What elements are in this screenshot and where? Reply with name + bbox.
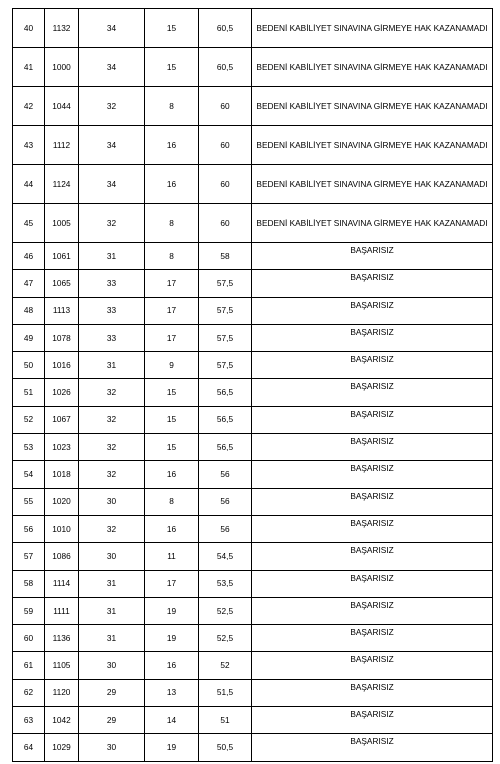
cell-result: BAŞARISIZ	[252, 434, 493, 461]
cell-value-2: 17	[145, 570, 199, 597]
cell-score: 51	[199, 707, 252, 734]
cell-rank: 50	[13, 352, 45, 379]
table-row	[13, 625, 493, 652]
cell-rank: 62	[13, 679, 45, 706]
cell-value-1: 31	[79, 597, 145, 624]
cell-value-1: 31	[79, 352, 145, 379]
cell-value-1: 30	[79, 734, 145, 761]
cell-result: BAŞARISIZ	[252, 270, 493, 297]
cell-value-2: 15	[145, 434, 199, 461]
table-row	[13, 707, 493, 734]
cell-result: BAŞARISIZ	[252, 679, 493, 706]
cell-rank: 40	[13, 9, 45, 48]
cell-score: 60,5	[199, 48, 252, 87]
table-row	[13, 324, 493, 351]
results-table-container	[12, 8, 493, 762]
cell-value-1: 33	[79, 270, 145, 297]
cell-value-1: 32	[79, 379, 145, 406]
cell-rank: 54	[13, 461, 45, 488]
cell-value-2: 19	[145, 734, 199, 761]
cell-value-2: 8	[145, 243, 199, 270]
cell-value-2: 13	[145, 679, 199, 706]
cell-value-2: 15	[145, 379, 199, 406]
cell-result: BAŞARISIZ	[252, 570, 493, 597]
table-row	[13, 48, 493, 87]
cell-score: 52,5	[199, 597, 252, 624]
cell-rank: 42	[13, 87, 45, 126]
cell-score: 53,5	[199, 570, 252, 597]
cell-candidate-id: 1067	[45, 406, 79, 433]
cell-value-1: 32	[79, 434, 145, 461]
cell-result: BAŞARISIZ	[252, 406, 493, 433]
cell-rank: 55	[13, 488, 45, 515]
cell-score: 57,5	[199, 324, 252, 351]
cell-value-2: 8	[145, 488, 199, 515]
cell-value-1: 30	[79, 488, 145, 515]
cell-score: 52,5	[199, 625, 252, 652]
cell-rank: 45	[13, 204, 45, 243]
cell-score: 56	[199, 515, 252, 542]
cell-rank: 58	[13, 570, 45, 597]
cell-candidate-id: 1005	[45, 204, 79, 243]
cell-rank: 59	[13, 597, 45, 624]
cell-rank: 52	[13, 406, 45, 433]
table-row	[13, 165, 493, 204]
cell-result: BAŞARISIZ	[252, 543, 493, 570]
cell-candidate-id: 1136	[45, 625, 79, 652]
cell-value-1: 31	[79, 243, 145, 270]
cell-result: BAŞARISIZ	[252, 488, 493, 515]
results-table	[12, 8, 493, 762]
cell-score: 56,5	[199, 434, 252, 461]
cell-value-1: 34	[79, 126, 145, 165]
cell-candidate-id: 1112	[45, 126, 79, 165]
cell-value-2: 15	[145, 406, 199, 433]
cell-score: 56,5	[199, 406, 252, 433]
cell-value-1: 29	[79, 707, 145, 734]
cell-value-1: 33	[79, 297, 145, 324]
cell-candidate-id: 1065	[45, 270, 79, 297]
table-row	[13, 87, 493, 126]
cell-score: 60	[199, 165, 252, 204]
cell-result: BEDENİ KABİLİYET SINAVINA GİRMEYE HAK KAZANAMADI	[252, 165, 493, 204]
cell-value-1: 31	[79, 570, 145, 597]
cell-candidate-id: 1023	[45, 434, 79, 461]
cell-candidate-id: 1042	[45, 707, 79, 734]
cell-result: BEDENİ KABİLİYET SINAVINA GİRMEYE HAK KAZANAMADI	[252, 9, 493, 48]
table-row	[13, 597, 493, 624]
cell-candidate-id: 1010	[45, 515, 79, 542]
cell-score: 56,5	[199, 379, 252, 406]
cell-value-1: 32	[79, 461, 145, 488]
cell-rank: 47	[13, 270, 45, 297]
cell-value-2: 16	[145, 652, 199, 679]
cell-result: BAŞARISIZ	[252, 379, 493, 406]
cell-rank: 41	[13, 48, 45, 87]
cell-rank: 64	[13, 734, 45, 761]
cell-candidate-id: 1132	[45, 9, 79, 48]
cell-score: 60	[199, 126, 252, 165]
cell-value-1: 34	[79, 165, 145, 204]
cell-value-2: 8	[145, 87, 199, 126]
cell-result: BAŞARISIZ	[252, 625, 493, 652]
cell-candidate-id: 1113	[45, 297, 79, 324]
table-row	[13, 243, 493, 270]
cell-rank: 46	[13, 243, 45, 270]
cell-value-1: 32	[79, 515, 145, 542]
cell-rank: 63	[13, 707, 45, 734]
cell-candidate-id: 1044	[45, 87, 79, 126]
cell-result: BEDENİ KABİLİYET SINAVINA GİRMEYE HAK KAZANAMADI	[252, 87, 493, 126]
cell-candidate-id: 1078	[45, 324, 79, 351]
cell-value-2: 19	[145, 625, 199, 652]
cell-score: 50,5	[199, 734, 252, 761]
cell-result: BAŞARISIZ	[252, 297, 493, 324]
cell-result: BAŞARISIZ	[252, 461, 493, 488]
cell-value-1: 29	[79, 679, 145, 706]
cell-score: 51,5	[199, 679, 252, 706]
table-row	[13, 434, 493, 461]
cell-result: BAŞARISIZ	[252, 597, 493, 624]
cell-value-2: 15	[145, 9, 199, 48]
cell-value-2: 17	[145, 270, 199, 297]
cell-score: 57,5	[199, 297, 252, 324]
cell-score: 54,5	[199, 543, 252, 570]
cell-rank: 53	[13, 434, 45, 461]
table-row	[13, 406, 493, 433]
table-row	[13, 679, 493, 706]
cell-candidate-id: 1026	[45, 379, 79, 406]
cell-rank: 43	[13, 126, 45, 165]
cell-candidate-id: 1111	[45, 597, 79, 624]
table-row	[13, 652, 493, 679]
cell-score: 52	[199, 652, 252, 679]
cell-result: BAŞARISIZ	[252, 324, 493, 351]
cell-value-2: 17	[145, 324, 199, 351]
cell-value-1: 31	[79, 625, 145, 652]
cell-result: BEDENİ KABİLİYET SINAVINA GİRMEYE HAK KAZANAMADI	[252, 48, 493, 87]
cell-score: 60	[199, 204, 252, 243]
cell-value-2: 11	[145, 543, 199, 570]
table-row	[13, 352, 493, 379]
cell-rank: 49	[13, 324, 45, 351]
cell-rank: 56	[13, 515, 45, 542]
cell-candidate-id: 1120	[45, 679, 79, 706]
cell-candidate-id: 1020	[45, 488, 79, 515]
table-row	[13, 379, 493, 406]
cell-value-1: 34	[79, 9, 145, 48]
cell-rank: 61	[13, 652, 45, 679]
cell-score: 60	[199, 87, 252, 126]
cell-result: BEDENİ KABİLİYET SINAVINA GİRMEYE HAK KAZANAMADI	[252, 126, 493, 165]
cell-result: BAŞARISIZ	[252, 707, 493, 734]
cell-value-2: 16	[145, 126, 199, 165]
table-row	[13, 126, 493, 165]
cell-candidate-id: 1086	[45, 543, 79, 570]
cell-rank: 44	[13, 165, 45, 204]
table-row	[13, 543, 493, 570]
cell-rank: 48	[13, 297, 45, 324]
cell-value-2: 9	[145, 352, 199, 379]
cell-value-1: 32	[79, 406, 145, 433]
cell-result: BAŞARISIZ	[252, 515, 493, 542]
cell-candidate-id: 1061	[45, 243, 79, 270]
cell-value-2: 16	[145, 515, 199, 542]
cell-candidate-id: 1016	[45, 352, 79, 379]
cell-score: 58	[199, 243, 252, 270]
cell-rank: 51	[13, 379, 45, 406]
cell-rank: 60	[13, 625, 45, 652]
cell-candidate-id: 1114	[45, 570, 79, 597]
cell-candidate-id: 1018	[45, 461, 79, 488]
cell-value-2: 8	[145, 204, 199, 243]
cell-result: BAŞARISIZ	[252, 243, 493, 270]
table-row	[13, 515, 493, 542]
cell-rank: 57	[13, 543, 45, 570]
cell-value-1: 32	[79, 204, 145, 243]
table-row	[13, 734, 493, 761]
cell-score: 57,5	[199, 270, 252, 297]
cell-value-2: 17	[145, 297, 199, 324]
cell-value-1: 34	[79, 48, 145, 87]
cell-value-1: 32	[79, 87, 145, 126]
table-row	[13, 488, 493, 515]
cell-value-2: 16	[145, 461, 199, 488]
cell-value-1: 30	[79, 543, 145, 570]
cell-score: 56	[199, 488, 252, 515]
cell-candidate-id: 1029	[45, 734, 79, 761]
cell-score: 60,5	[199, 9, 252, 48]
cell-result: BAŞARISIZ	[252, 734, 493, 761]
cell-score: 57,5	[199, 352, 252, 379]
cell-value-2: 15	[145, 48, 199, 87]
cell-result: BAŞARISIZ	[252, 652, 493, 679]
table-row	[13, 9, 493, 48]
table-row	[13, 570, 493, 597]
table-row	[13, 270, 493, 297]
cell-candidate-id: 1000	[45, 48, 79, 87]
cell-score: 56	[199, 461, 252, 488]
cell-value-1: 33	[79, 324, 145, 351]
results-table-body	[13, 9, 493, 762]
cell-candidate-id: 1124	[45, 165, 79, 204]
table-row	[13, 204, 493, 243]
table-row	[13, 297, 493, 324]
table-row	[13, 461, 493, 488]
cell-value-2: 16	[145, 165, 199, 204]
cell-value-2: 19	[145, 597, 199, 624]
cell-result: BEDENİ KABİLİYET SINAVINA GİRMEYE HAK KAZANAMADI	[252, 204, 493, 243]
cell-candidate-id: 1105	[45, 652, 79, 679]
cell-value-1: 30	[79, 652, 145, 679]
cell-result: BAŞARISIZ	[252, 352, 493, 379]
cell-value-2: 14	[145, 707, 199, 734]
